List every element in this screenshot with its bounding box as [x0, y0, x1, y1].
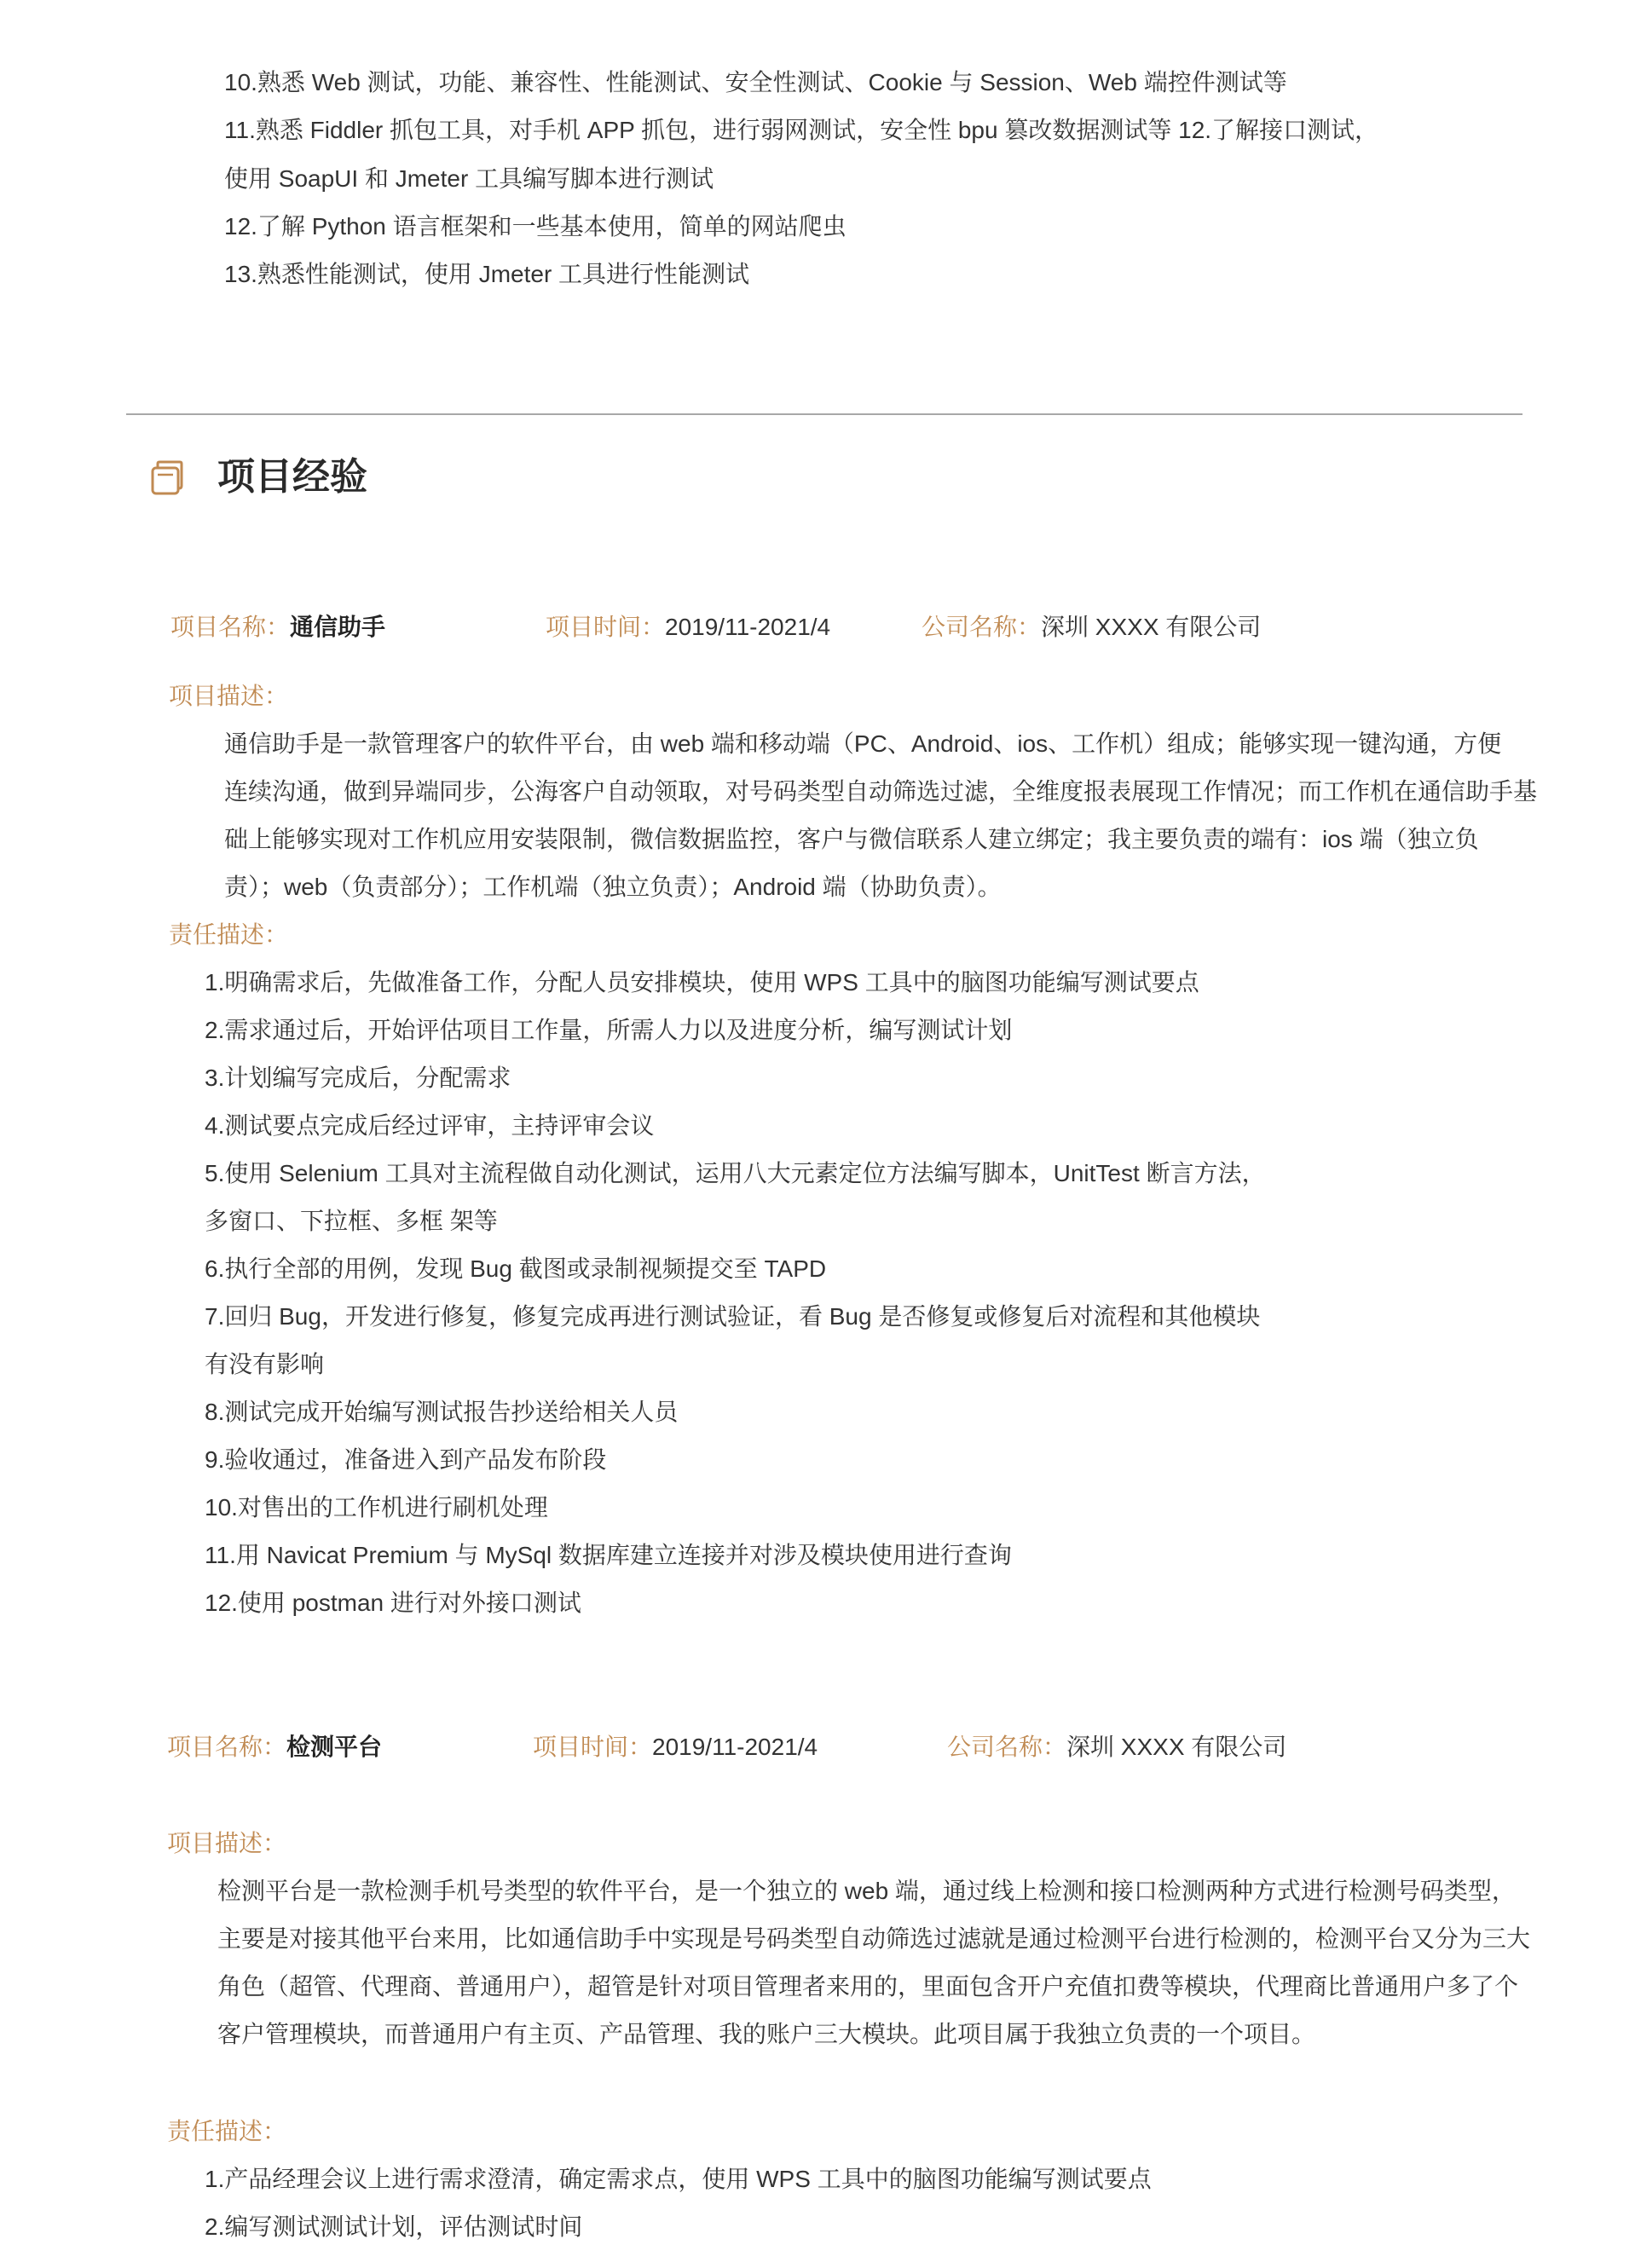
project-name-label: 项目名称： [167, 1734, 287, 1760]
project-name: 通信助手 [290, 614, 386, 640]
duty-item: 7.回归 Bug，开发进行修复，修复完成再进行测试验证，看 Bug 是否修复或修复后对流程和其他模块 [205, 1303, 1261, 1330]
duty-item: 6.执行全部的用例，发现 Bug 截图或录制视频提交至 TAPD [205, 1255, 827, 1282]
project-name-row [170, 610, 385, 644]
duty-item: 5.使用 Selenium 工具对主流程做自动化测试，运用八大元素定位方法编写脚本，UnitTest 断言方法， [205, 1160, 1266, 1186]
project-name-label: 项目名称： [170, 614, 291, 640]
book-icon [150, 460, 184, 496]
desc-line: 主要是对接其他平台来用，比如通信助手中实现是号码类型自动筛选过滤就是通过检测平台进行检测的，检测平台又分为三大 [217, 1925, 1531, 1952]
company-name: 深圳 XXXX 有限公司 [1041, 614, 1262, 640]
company-label: 公司名称： [947, 1734, 1067, 1760]
project-desc-label: 项目描述： [169, 683, 289, 709]
desc-line: 础上能够实现对工作机应用安装限制，微信数据监控，客户与微信联系人建立绑定；我主要负责的端有：ios 端（独立负 [224, 826, 1479, 852]
duty-item: 11.用 Navicat Premium 与 MySql 数据库建立连接并对涉及模块使用进行查询 [205, 1542, 1012, 1568]
desc-line: 客户管理模块，而普通用户有主页、产品管理、我的账户三大模块。此项目属于我独立负责的一个项目。 [217, 2021, 1316, 2047]
project-time-label: 项目时间： [533, 1734, 653, 1760]
skill-item: 使用 SoapUI 和 Jmeter 工具编写脚本进行测试 [224, 165, 714, 192]
project-time: 2019/11-2021/4 [652, 1734, 818, 1760]
duty-item: 12.使用 postman 进行对外接口测试 [205, 1590, 581, 1616]
project-time-label: 项目时间： [546, 614, 666, 640]
duty-item: 3.计划编写完成后，分配需求 [205, 1065, 511, 1091]
project-time: 2019/11-2021/4 [665, 614, 831, 640]
duty-item: 有没有影响 [205, 1351, 325, 1377]
project-desc-label: 项目描述： [167, 1830, 287, 1856]
duty-label: 责任描述： [167, 2118, 287, 2144]
section-divider [126, 413, 1523, 415]
duty-item: 10.对售出的工作机进行刷机处理 [205, 1494, 548, 1521]
skill-item: 13.熟悉性能测试，使用 Jmeter 工具进行性能测试 [224, 261, 750, 287]
duty-label: 责任描述： [169, 921, 289, 948]
duty-item: 2.需求通过后，开始评估项目工作量，所需人力以及进度分析，编写测试计划 [205, 1017, 1013, 1043]
duty-item: 4.测试要点完成后经过评审，主持评审会议 [205, 1112, 655, 1139]
company-row [922, 610, 1261, 644]
project-name-row [167, 1730, 382, 1764]
company-name: 深圳 XXXX 有限公司 [1066, 1734, 1287, 1760]
section-title: 项目经验 [217, 456, 367, 498]
desc-line: 检测平台是一款检测手机号类型的软件平台，是一个独立的 web 端，通过线上检测和接口检测两种方式进行检测号码类型， [217, 1878, 1516, 1904]
duty-item: 9.验收通过，准备进入到产品发布阶段 [205, 1446, 607, 1473]
project-name: 检测平台 [286, 1734, 383, 1760]
project-time-row [546, 610, 830, 644]
desc-line: 连续沟通，做到异端同步，公海客户自动领取，对号码类型自动筛选过滤，全维度报表展现工作情况；而工作机在通信助手基 [224, 778, 1538, 805]
duty-item: 多窗口、下拉框、多框 架等 [205, 1208, 498, 1234]
desc-line: 责）；web（负责部分）；工作机端（独立负责）；Android 端（协助负责）。 [224, 874, 1002, 900]
duty-item: 1.产品经理会议上进行需求澄清，确定需求点，使用 WPS 工具中的脑图功能编写测试要点 [205, 2166, 1152, 2192]
project-time-row [533, 1730, 818, 1764]
company-label: 公司名称： [922, 614, 1042, 640]
desc-line: 角色（超管、代理商、普通用户），超管是针对项目管理者来用的，里面包含开户充值扣费等模块，代理商比普通用户多了个 [217, 1973, 1519, 2000]
company-row [947, 1730, 1286, 1764]
desc-line: 通信助手是一款管理客户的软件平台，由 web 端和移动端（PC、Android、ios、工作机）组成；能够实现一键沟通，方便 [224, 730, 1502, 757]
duty-item: 2.编写测试测试计划，评估测试时间 [205, 2213, 583, 2240]
duty-item: 1.明确需求后，先做准备工作，分配人员安排模块，使用 WPS 工具中的脑图功能编写测试要点 [205, 969, 1199, 995]
skill-item: 12.了解 Python 语言框架和一些基本使用，简单的网站爬虫 [224, 213, 847, 239]
skill-item: 11.熟悉 Fiddler 抓包工具，对手机 APP 抓包，进行弱网测试，安全性 bpu 篡改数据测试等 12.了解接口测试， [224, 117, 1379, 143]
skill-item: 10.熟悉 Web 测试，功能、兼容性、性能测试、安全性测试、Cookie 与 Session、Web 端控件测试等 [224, 69, 1287, 95]
duty-item: 8.测试完成开始编写测试报告抄送给相关人员 [205, 1399, 679, 1425]
